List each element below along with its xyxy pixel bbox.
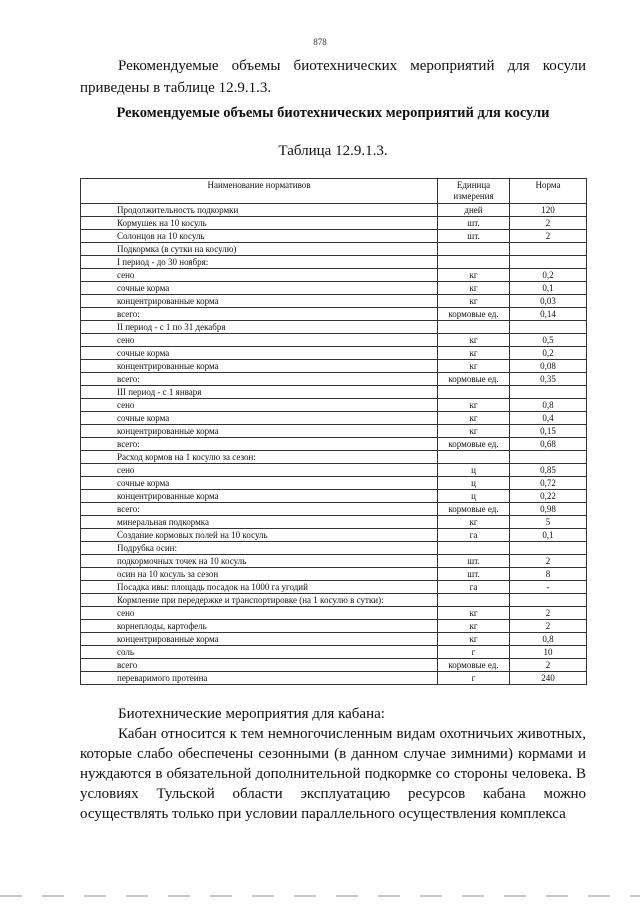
table-row xyxy=(81,438,587,451)
table-row xyxy=(81,555,587,568)
scan-artifact-line xyxy=(0,895,640,897)
cell-unit: кг xyxy=(438,607,510,620)
cell-unit: шт. xyxy=(438,230,510,243)
header-name: Наименование нормативов xyxy=(81,179,438,204)
cell-unit xyxy=(438,386,510,399)
cell-name: всего: xyxy=(81,438,438,451)
cell-norm: - xyxy=(510,581,587,594)
cell-name: подкормочных точек на 10 косуль xyxy=(81,555,438,568)
cell-unit: шт. xyxy=(438,217,510,230)
cell-unit: кг xyxy=(438,295,510,308)
table-row xyxy=(81,607,587,620)
cell-name: II период - с 1 по 31 декабря xyxy=(81,321,438,334)
cell-unit: шт. xyxy=(438,555,510,568)
table-row xyxy=(81,425,587,438)
cell-name: сено xyxy=(81,607,438,620)
table-row xyxy=(81,347,587,360)
cell-unit: кг xyxy=(438,334,510,347)
table-row xyxy=(81,204,587,217)
cell-norm: 120 xyxy=(510,204,587,217)
cell-norm: 8 xyxy=(510,568,587,581)
cell-unit: кг xyxy=(438,412,510,425)
cell-unit: кормовые ед. xyxy=(438,373,510,386)
cell-unit: кормовые ед. xyxy=(438,438,510,451)
cell-unit: кг xyxy=(438,620,510,633)
cell-unit: кормовые ед. xyxy=(438,503,510,516)
cell-name: концентрированные корма xyxy=(81,490,438,503)
intro-paragraph: Рекомендуемые объемы биотехнических мероприятий для косули приведены в таблице 12.9.1.3. xyxy=(80,58,586,96)
cell-name: соль xyxy=(81,646,438,659)
cell-norm xyxy=(510,256,587,269)
cell-norm: 0,2 xyxy=(510,347,587,360)
cell-norm: 0,1 xyxy=(510,529,587,542)
cell-name: сочные корма xyxy=(81,347,438,360)
cell-unit: ц xyxy=(438,490,510,503)
cell-unit: дней xyxy=(438,204,510,217)
table-row xyxy=(81,295,587,308)
cell-name: Кормление при передержке и транспортировке (на 1 косулю в сутки): xyxy=(81,594,438,607)
table-row xyxy=(81,542,587,555)
cell-name: Расход кормов на 1 косулю за сезон: xyxy=(81,451,438,464)
cell-name: корнеплоды, картофель xyxy=(81,620,438,633)
cell-norm: 0,5 xyxy=(510,334,587,347)
cell-norm xyxy=(510,451,587,464)
cell-norm: 2 xyxy=(510,555,587,568)
cell-norm: 5 xyxy=(510,516,587,529)
table-row xyxy=(81,646,587,659)
cell-norm: 0,68 xyxy=(510,438,587,451)
table-row xyxy=(81,334,587,347)
cell-norm: 2 xyxy=(510,230,587,243)
cell-name: всего: xyxy=(81,503,438,516)
header-norm: Норма xyxy=(510,179,587,204)
table-row xyxy=(81,659,587,672)
cell-name: Подрубка осин: xyxy=(81,542,438,555)
cell-unit: га xyxy=(438,529,510,542)
cell-norm: 0,1 xyxy=(510,282,587,295)
cell-unit: кг xyxy=(438,282,510,295)
table-row xyxy=(81,386,587,399)
cell-unit: кг xyxy=(438,633,510,646)
cell-unit xyxy=(438,594,510,607)
cell-norm: 2 xyxy=(510,607,587,620)
cell-name: Солонцов на 10 косуль xyxy=(81,230,438,243)
cell-norm: 0,08 xyxy=(510,360,587,373)
boar-paragraph: Кабан относится к тем немногочисленным видам охотничьих животных, которые слабо обеспечены сезонными (в данном случае зимними) кормами и нуждаются в обязательной дополнительной подкормке со стороны человека. В условиях Тульской области эксплуатацию ресурсов кабана можно осуществлять только при условии параллельного осуществления комплекса xyxy=(80,726,586,822)
cell-unit: шт. xyxy=(438,568,510,581)
table-row xyxy=(81,464,587,477)
cell-name: концентрированные корма xyxy=(81,425,438,438)
cell-unit: кормовые ед. xyxy=(438,308,510,321)
cell-unit: кг xyxy=(438,516,510,529)
table-row xyxy=(81,581,587,594)
table-header-row xyxy=(81,179,587,204)
cell-name: сено xyxy=(81,399,438,412)
table-row xyxy=(81,672,587,685)
cell-unit: кг xyxy=(438,360,510,373)
cell-unit: ц xyxy=(438,477,510,490)
cell-norm: 0,4 xyxy=(510,412,587,425)
cell-name: концентрированные корма xyxy=(81,360,438,373)
table-row xyxy=(81,451,587,464)
cell-unit: г xyxy=(438,672,510,685)
page-number: 878 xyxy=(313,37,327,47)
cell-norm: 0,14 xyxy=(510,308,587,321)
table-row xyxy=(81,243,587,256)
cell-name: Продолжительность подкормки xyxy=(81,204,438,217)
cell-name: сено xyxy=(81,334,438,347)
cell-name: всего xyxy=(81,659,438,672)
cell-name: концентрированные корма xyxy=(81,633,438,646)
cell-name: сочные корма xyxy=(81,477,438,490)
cell-norm: 2 xyxy=(510,217,587,230)
cell-unit: кг xyxy=(438,399,510,412)
cell-norm xyxy=(510,386,587,399)
cell-norm: 10 xyxy=(510,646,587,659)
cell-name: концентрированные корма xyxy=(81,295,438,308)
table-row xyxy=(81,256,587,269)
cell-name: всего: xyxy=(81,373,438,386)
cell-name: сено xyxy=(81,269,438,282)
cell-norm: 0,8 xyxy=(510,633,587,646)
cell-norm xyxy=(510,542,587,555)
cell-unit: ц xyxy=(438,464,510,477)
boar-heading: Биотехнические мероприятия для кабана: xyxy=(118,706,385,722)
cell-norm: 0,22 xyxy=(510,490,587,503)
cell-name: минеральная подкормка xyxy=(81,516,438,529)
cell-unit xyxy=(438,451,510,464)
cell-unit xyxy=(438,542,510,555)
cell-norm xyxy=(510,594,587,607)
table-row xyxy=(81,490,587,503)
table-row xyxy=(81,308,587,321)
cell-norm: 0,2 xyxy=(510,269,587,282)
table-body xyxy=(81,204,587,685)
table-row xyxy=(81,516,587,529)
cell-unit: г xyxy=(438,646,510,659)
cell-unit: кг xyxy=(438,347,510,360)
table-row xyxy=(81,529,587,542)
cell-norm: 2 xyxy=(510,659,587,672)
cell-name: Посадка ивы: площадь посадок на 1000 га угодий xyxy=(81,581,438,594)
cell-name: Создание кормовых полей на 10 косуль xyxy=(81,529,438,542)
table-caption: Таблица 12.9.1.3. xyxy=(278,143,388,159)
cell-unit: га xyxy=(438,581,510,594)
cell-unit xyxy=(438,256,510,269)
table-row xyxy=(81,594,587,607)
table-row xyxy=(81,399,587,412)
cell-name: всего: xyxy=(81,308,438,321)
cell-name: переваримого протеина xyxy=(81,672,438,685)
cell-name: сено xyxy=(81,464,438,477)
cell-norm xyxy=(510,243,587,256)
cell-norm: 240 xyxy=(510,672,587,685)
norms-table xyxy=(80,178,587,685)
table-row xyxy=(81,412,587,425)
cell-unit xyxy=(438,321,510,334)
table-row xyxy=(81,321,587,334)
table-row xyxy=(81,360,587,373)
table-row xyxy=(81,633,587,646)
cell-norm: 0,03 xyxy=(510,295,587,308)
cell-name: сочные корма xyxy=(81,412,438,425)
cell-norm: 0,8 xyxy=(510,399,587,412)
cell-norm: 0,98 xyxy=(510,503,587,516)
cell-norm xyxy=(510,321,587,334)
cell-name: III период - с 1 января xyxy=(81,386,438,399)
table-row xyxy=(81,282,587,295)
cell-norm: 2 xyxy=(510,620,587,633)
header-unit: Единица измерения xyxy=(438,179,510,204)
cell-unit xyxy=(438,243,510,256)
table-row xyxy=(81,568,587,581)
table-row xyxy=(81,217,587,230)
table-row xyxy=(81,230,587,243)
section-title: Рекомендуемые объемы биотехнических мероприятий для косули xyxy=(116,105,550,121)
cell-name: Подкормка (в сутки на косулю) xyxy=(81,243,438,256)
cell-unit: кормовые ед. xyxy=(438,659,510,672)
boar-section xyxy=(80,704,586,824)
cell-name: сочные корма xyxy=(81,282,438,295)
cell-name: I период - до 30 ноября: xyxy=(81,256,438,269)
cell-norm: 0,15 xyxy=(510,425,587,438)
cell-norm: 0,72 xyxy=(510,477,587,490)
table-row xyxy=(81,503,587,516)
table-row xyxy=(81,373,587,386)
table-row xyxy=(81,269,587,282)
table-row xyxy=(81,620,587,633)
table-row xyxy=(81,477,587,490)
cell-norm: 0,85 xyxy=(510,464,587,477)
cell-name: Кормушек на 10 косуль xyxy=(81,217,438,230)
cell-unit: кг xyxy=(438,425,510,438)
cell-norm: 0,35 xyxy=(510,373,587,386)
cell-name: осин на 10 косуль за сезон xyxy=(81,568,438,581)
cell-unit: кг xyxy=(438,269,510,282)
